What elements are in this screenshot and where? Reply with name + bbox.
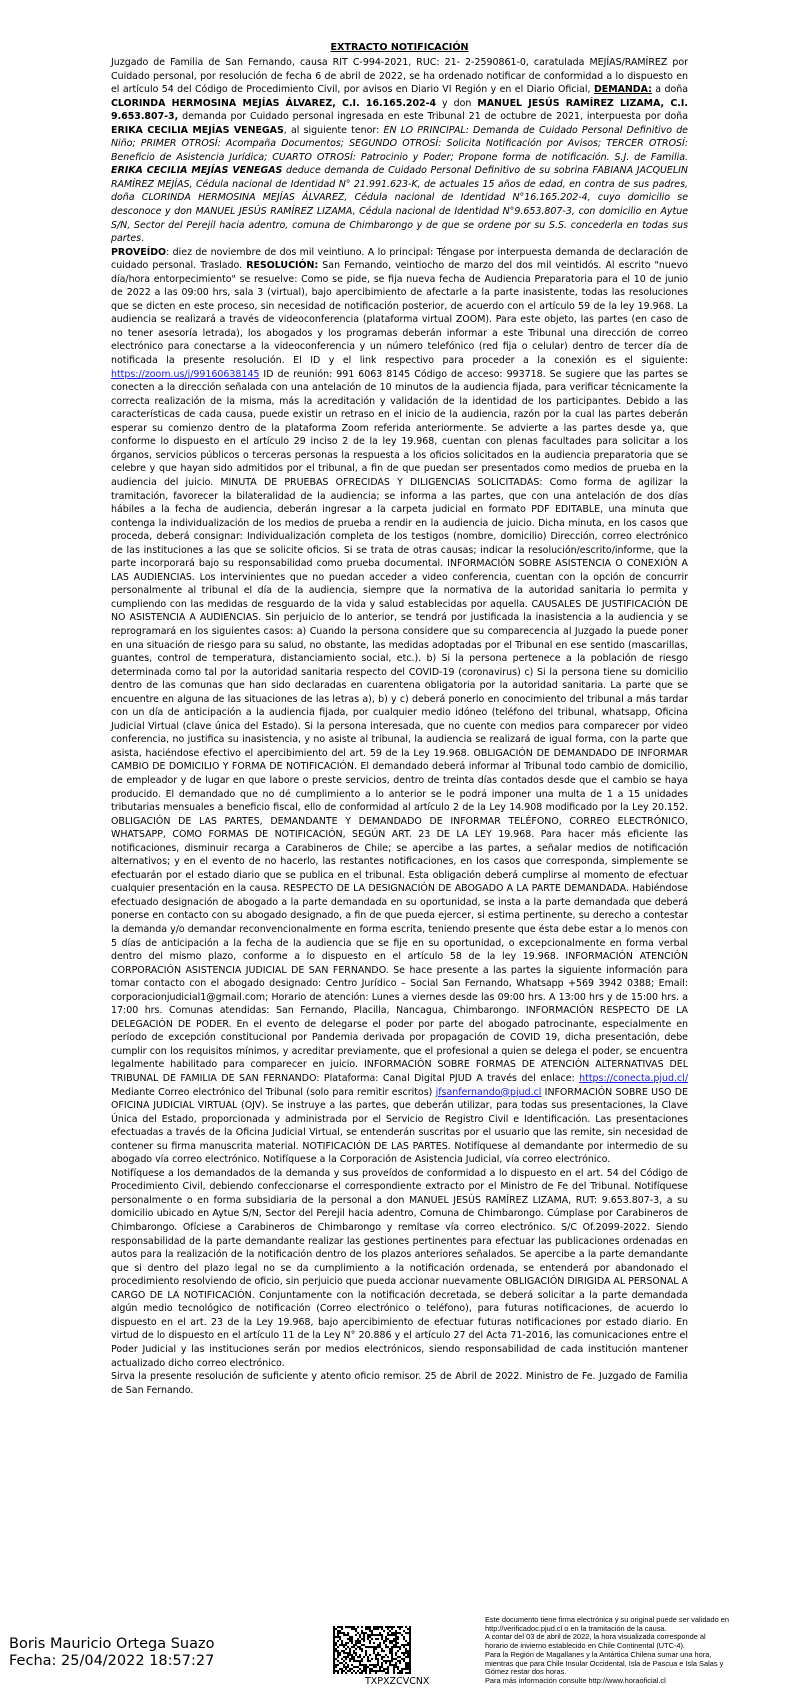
plaintiff-name: ERIKA CECILIA MEJÍAS VENEGAS xyxy=(111,124,284,136)
defendant-name-1: CLORINDA HERMOSINA MEJÍAS ÁLVAREZ, C.I. 16.165.202-4 xyxy=(111,97,437,109)
defendant-name-2: MANUEL JESÚS RAMÍREZ LIZAMA, C.I. 9.653.807-3, xyxy=(111,97,688,123)
signature-date: Fecha: 25/04/2022 18:57:27 xyxy=(9,1653,215,1669)
text-run: San Fernando, veintiocho de marzo del dos mil veintidós. Al escrito "nuevo día/hora entorpecimiento" se resuelve: Como se pide, se fija nueva fecha de Audiencia Preparatoria para el 10 de junio de 2022 a las 09:00 hrs, sala 3 (virtual), bajo apercibimiento de afectarle a la parte inasistente, todas las resoluciones que se dicten en este proceso, sin necesidad de notificación posterior, de acuerdo con el artículo 59 de la ley 19.968. La audiencia se realizará a través de videoconferencia (plataforma virtual ZOOM). Para este objeto, las partes (en caso de no tener asesoría letrada), los abogados y los programas deberán informar a este Tribunal una dirección de correo electrónico para conectarse a la videoconferencia y un número telefónico (red fija o celular) dentro de tercer día de notificada la presente resolución. El ID y el link respectivo para proceder a la conexión es el siguiente: xyxy=(111,260,688,367)
barcode-code: TXPXZCVCNX xyxy=(365,1676,430,1687)
validation-note-line: Para la Región de Magallanes y la Antártica Chilena sumar una hora, xyxy=(485,1650,712,1659)
text-run: , al siguiente tenor: xyxy=(283,124,384,136)
italic-run: deduce demanda de Cuidado Personal Definitivo de su sobrina FABIANA JACQUELIN RAMÍREZ MEJÍAS, Cédula nacional de Identidad N° 21.991.623-K, de actuales 15 años de edad, en contra de sus padres, doña CLORINDA HERMOSINA MEJÍAS ÁLVAREZ, Cédula nacional de Identidad N°16.165.202-4, cuyo domicilio se desconoce y don MANUEL JESÚS RAMÍREZ LIZAMA, Cédula nacional de Identidad N°9.653.807-3, con domicilio en Aytue S/N, Sector del Perejil hacia adentro, comuna de Chimbarongo y de que se ordene por su S.S. concederla en todas sus partes xyxy=(111,165,688,245)
document-title: EXTRACTO NOTIFICACIÓN xyxy=(330,42,469,53)
validation-note-line: Gómez restar dos horas. xyxy=(485,1668,567,1677)
document-body xyxy=(111,41,688,1397)
validation-note-line: Para más información consulte http://www.horaoficial.cl xyxy=(485,1676,666,1685)
text-run: Mediante Correo electrónico del Tribunal (solo para remitir escritos) xyxy=(111,1086,436,1098)
closing-paragraph: Sirva la presente resolución de suficiente y atento oficio remisor. 25 de Abril de 2022. Ministro de Fe. Juzgado de Familia de San Fernando. xyxy=(111,1371,688,1396)
text-run: . xyxy=(141,233,145,245)
validation-note-line: Este documento tiene firma electrónica y su original puede ser validado en xyxy=(485,1616,730,1624)
demanda-label: DEMANDA: xyxy=(593,84,652,96)
plaintiff-name-italic: ERIKA CECILIA MEJÍAS VENEGAS xyxy=(111,165,283,177)
validation-note xyxy=(485,1616,791,1686)
resolucion-label: RESOLUCIÓN: xyxy=(246,260,319,272)
proveido-label: PROVEÍDO xyxy=(111,246,167,258)
italic-run: EN LO PRINCIPAL: Demanda de Cuidado Personal Definitivo de Niño; PRIMER OTROSÍ: Acompaña Documentos; SEGUNDO OTROSÍ: Solicita Notificación por Avisos; TERCER OTROSÍ: Beneficio de Asistencia Jurídica; CUARTO OTROSÍ: Patrocinio y Poder; Propone forma de notificación. S.J. de Familia. xyxy=(111,124,688,163)
text-run: a doña xyxy=(651,84,688,96)
signer-name: Boris Mauricio Ortega Suazo xyxy=(9,1636,215,1652)
validation-note-line: mientras que para Chile Insular Occidental, Isla de Pascua e Isla Salas y xyxy=(485,1659,724,1668)
signer-block xyxy=(9,1636,214,1670)
email-link[interactable]: jfsanfernando@pjud.cl xyxy=(435,1086,542,1098)
text-run: ID de reunión: 991 6063 8145 Código de acceso: 993718. Se sugiere que las partes se conecten a la dirección señalada con una antelación de 10 minutos de la audiencia fijada, para verificar técnicamente la correcta realización de la misma, más la acreditación y validación de la identidad de los participantes. Debido a las características de cada causa, puede existir un retraso en el inicio de la audiencia, razón por la cual las partes deberán esperar su comienzo dentro de la plataforma Zoom referida anteriormente. Se advierte a las partes desde ya, que conforme lo dispuesto en el artículo 29 inciso 2 de la ley 19.968, cuentan con plenas facultades para solicitar a los órganos, servicios públicos o terceras personas la respuesta a los oficios solicitados en la audiencia preparatoria que se celebre y que hayan sido admitidos por el tribunal, a fin de que puedan ser presentados como medios de prueba en la audiencia del juicio. MINUTA DE PRUEBAS OFRECIDAS Y DILIGENCIAS SOLICITADAS: Como forma de agilizar la tramitación, favorecer la bilateralidad de la audiencia; se informa a las partes, que con una antelación de dos días hábiles a la fecha de audiencia, deberán ingresar a la carpeta judicial en formato PDF EDITABLE, una minuta que contenga la individualización de los medios de prueba a rendir en la audiencia de juicio. Dicha minuta, en los casos que proceda, deberá consignar: Individualización completa de los testigos (nombre, domicilio) Dirección, correo electrónico de las instituciones a las que se solicite oficios. Si se trata de otras causas; indicar la resolución/escrito/informe, que la parte incorporará bajo su responsabilidad como prueba documental. INFORMACIÓN SOBRE ASISTENCIA O CONEXIÓN A LAS AUDIENCIAS. Los intervinientes que no puedan acceder a video conferencia, cuentan con la opción de concurrir personalmente al tribunal el día de la audiencia, siempre que la normativa de la autoridad sanitaria lo permita y cumpliendo con las medidas de resguardo de la vida y salud establecidas por aquella. CAUSALES DE JUSTIFICACIÓN DE NO ASISTENCIA A AUDIENCIAS. Sin perjuicio de lo anterior, se tendrá por justificada la inasistencia a la audiencia y se reprogramará en los siguientes casos: a) Cuando la persona considere que su comparecencia al Juzgado la puede poner en una situación de riesgo para su salud, no obstante, las medidas adoptadas por el Tribunal en ese sentido (mascarillas, guantes, control de temperatura, distanciamiento social, etc.). b) Si la persona pertenece a la población de riesgo determinada como tal por la autoridad sanitaria respecto del COVID-19 (coronavirus) c) Si la persona tiene su domicilio dentro de las comunas que han sido declaradas en cuarentena obligatoria por la autoridad sanitaria. La parte que se encuentre en alguna de las situaciones de las letras a), b) y c) deberá ponerlo en conocimiento del tribunal a más tardar con un día de anticipación a la audiencia fijada, por cualquier medio idóneo (teléfono del tribunal, whatsapp, Oficina Judicial Virtual (clave única del Estado). Si la persona interesada, que no cuente con medios para comparecer por video conferencia, no justifica su inasistencia, y no asiste al tribunal, la audiencia se realizará de igual forma, con la parte que asista, haciéndose efectivo el apercibimiento del art. 59 de la Ley 19.968. OBLIGACIÓN DE DEMANDADO DE INFORMAR CAMBIO DE DOMICILIO Y FORMA DE NOTIFICACIÓN. El demandado deberá informar al Tribunal todo cambio de domicilio, de empleador y de lugar en que labore o preste servicios, dentro de treinta días contados desde que el cambio se haya producido. El demandado que no dé cumplimiento a lo anterior se le podrá imponer una multa de 1 a 15 unidades tributarias mensuales a beneficio fiscal, ello de conformidad al artículo 2 de la Ley 14.908 modificado por la Ley 20.152. OBLIGACIÓN DE LAS PARTES, DEMANDANTE Y DEMANDADO DE INFORMAR TELÉFONO, CORREO ELECTRÓNICO, WHATSAPP, COMO FORMAS DE NOTIFICACIÓN, SEGÚN ART. 23 DE LA LEY 19.968. Para hacer más eficiente las notificaciones, disminuir recarga a Carabineros de Chile; se apercibe a las partes, a señalar medios de notificación alternativos; y en el evento de no hacerlo, las restantes notificaciones, en los casos que corresponda, simplemente se efectuarán por el estado diario que se publica en el tribunal. Esta obligación deberá cumplirse al momento de efectuar cualquier presentación en la causa. RESPECTO DE LA DESIGNACIÓN DE ABOGADO A LA PARTE DEMANDADA. Habiéndose efectuado designación de abogado a la parte demandada en su oportunidad, se insta a la parte demandada que deberá ponerse en contacto con su abogado designado, a fin de que pueda ejercer, si estima pertinente, su derecho a contestar la demanda y/o demandar reconvencionalmente en forma escrita, teniendo presente que ésta debe estar a lo menos con 5 días de anticipación a la fecha de la audiencia que se fije en su oportunidad, o excepcionalmente en forma verbal dentro del mismo plazo, conforme a lo dispuesto en el artículo 58 de la ley 19.968. INFORMACIÓN ATENCIÓN CORPORACIÓN ASISTENCIA JUDICIAL DE SAN FERNANDO. Se hace presente a las partes la siguiente información para tomar contacto con el abogado designado: Centro Jurídico – Social San Fernando, Whatsapp +569 3942 0388; Email: corporacionjudicial1@gmail.com; Horario de atención: Lunes a viernes desde las 09:00 hrs. A 13:00 hrs y de 15:00 hrs. a 17:00 hrs. Comunas atendidas: San Fernando, Placilla, Nancagua, Chimbarongo. INFORMACIÓN RESPECTO DE LA DELEGACIÓN DE PODER. En el evento de delegarse el poder por parte del abogado patrocinante, especialmente en período de excepción constitucional por Pandemia derivada por propagación de COVID 19, dicha presentación, debe cumplir con los requisitos mínimos, y acreditar previamente, que el profesional a quien se delega el poder, se encuentra legalmente habilitado para comparecer en juicio. INFORMACIÓN SOBRE FORMAS DE ATENCIÓN ALTERNATIVAS DEL TRIBUNAL DE FAMILIA DE SAN FERNANDO: Plataforma: Canal Digital PJUD A través del enlace: xyxy=(111,368,688,1085)
text-run: : diez de noviembre de dos mil veintiuno. A lo principal: Téngase por interpuesta demanda de declaración de cuidado personal. Traslado. xyxy=(111,246,688,272)
text-run: y don xyxy=(436,97,478,109)
notification-paragraph: Notifíquese a los demandados de la demanda y sus proveídos de conformidad a lo dispuesto en el art. 54 del Código de Procedimiento Civil, debiendo confeccionarse el correspondiente extracto por el Ministro de Fe del Tribunal. Notifíquese personalmente o en forma subsidiaria de la personal a don MANUEL JESÚS RAMÍREZ LIZAMA, RUT: 9.653.807-3, a su domicilio ubicado en Aytue S/N, Sector del Perejil hacia adentro, Comuna de Chimbarongo. Cúmplase por Carabineros de Chimbarongo. Ofíciese a Carabineros de Chimbarongo y remítase vía correo electrónico. S/C Of.2099-2022. Siendo responsabilidad de la parte demandante realizar las gestiones pertinentes para efectuar las publicaciones ordenadas en autos para la realización de la notificación dentro de los plazos anteriores señalados. Se apercibe a la parte demandante que si dentro del plazo legal no se da cumplimiento a la notificación ordenada, se entenderá por abandonado el procedimiento resolviendo de oficio, sin perjuicio que pueda accionar nuevamente OBLIGACIÓN DIRIGIDA AL PERSONAL A CARGO DE LA NOTIFICACIÓN. Conjuntamente con la notificación decretada, se deberá solicitar a la parte demandada algún medio tecnológico de notificación (Correo electrónico o teléfono), para futuras notificaciones, de acuerdo lo dispuesto en el art. 23 de la Ley 19.968, bajo apercibimiento de efectuar futuras notificaciones por estado diario. En virtud de lo dispuesto en el artículo 11 de la Ley N° 20.886 y el artículo 27 del Acta 71-2016, las comunicaciones entre el Poder Judicial y las instituciones serán por medios electrónicos, siendo responsabilidad de cada institución mantener actualizado dicho correo electrónico. xyxy=(111,1167,688,1369)
text-run: demanda por Cuidado personal ingresada en este Tribunal 21 de octubre de 2021, interpuesta por doña xyxy=(178,111,688,123)
text-run: Juzgado de Familia de San Fernando, causa RIT C-994-2021, RUC: 21- 2-2590861-0, caratulada MEJÍAS/RAMÍREZ por Cuidado personal, por resolución de fecha 6 de abril de 2022, se ha ordenado notificar de conformidad a lo dispuesto en el artículo 54 del Código de Procedimiento Civil, por avisos en Diario VI Región y en el Diario Oficial, xyxy=(111,57,688,96)
main-paragraph xyxy=(111,56,688,1167)
barcode-icon xyxy=(333,1626,411,1674)
conecta-link[interactable]: https://conecta.pjud.cl/ xyxy=(579,1073,688,1085)
validation-note-line: A contar del 03 de abril de 2022, la hora visualizada corresponde al xyxy=(485,1633,706,1642)
validation-note-line: horario de invierno establecido en Chile Continental (UTC-4). xyxy=(485,1642,686,1651)
validation-note-line: http://verificadoc.pjud.cl o en la tramitación de la causa. xyxy=(485,1624,667,1633)
signature-footer xyxy=(0,1612,800,1689)
zoom-link[interactable]: https://zoom.us/j/99160638145 xyxy=(111,368,260,380)
text-run: INFORMACIÓN SOBRE USO DE OFICINA JUDICIAL VIRTUAL (OJV). Se instruye a las partes, que deberán utilizar, para todas sus presentaciones, la Clave Única del Estado, proporcionada y administrada por el Servicio de Registro Civil e Identificación. Las presentaciones efectuadas a través de la Oficina Judicial Virtual, se entenderán suscritas por el usuario que las remite, sin necesidad de contener su firma manuscrita material. NOTIFICACIÓN DE LAS PARTES. Notifíquese al demandante por intermedio de su abogado vía correo electrónico. Notifíquese a la Corporación de Asistencia Judicial, vía correo electrónico. xyxy=(111,1086,688,1166)
